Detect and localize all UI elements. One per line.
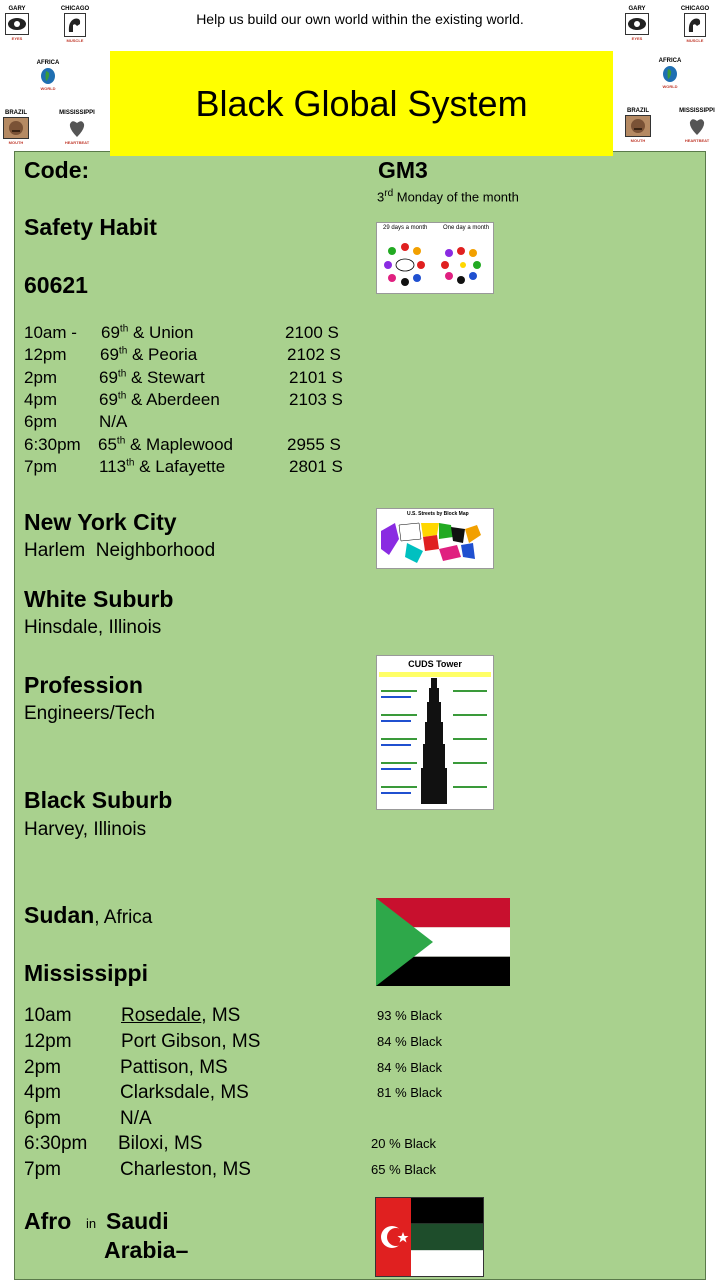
logo-cluster-left [0,0,110,150]
harvey-text: Harvey, Illinois [24,819,147,840]
time: 7pm [24,457,58,476]
time: 10am - [24,323,77,342]
black-percentage: 84 % Black [377,1060,443,1075]
hinsdale-text: Hinsdale, Illinois [24,617,162,638]
saudi-text: Saudi [106,1208,169,1234]
time: 7pm [24,1159,61,1180]
afro-text: Afro [24,1208,72,1234]
face-icon [3,117,29,139]
circles-diagram [377,223,493,293]
address-code: 2955 S [287,435,341,454]
circles-caption-b: One day a month [443,225,490,231]
time: 4pm [24,1082,61,1103]
nyc-heading: New York City [24,509,177,535]
black-percentage: 93 % Black [377,1008,443,1023]
eyes-icon [625,13,649,35]
circles-caption-a: 29 days a month [383,225,428,231]
time: 12pm [24,345,67,364]
globe-icon [662,65,678,83]
address-code: 2100 S [285,323,339,342]
time: 2pm [24,1057,61,1078]
address-code: 2101 S [289,368,343,387]
africa-logo: AFRICA WORLD [36,60,60,91]
muscle-icon [64,13,86,37]
eyes-icon [5,13,29,35]
time: 2pm [24,368,58,387]
black-percentage: 65 % Black [371,1162,437,1177]
harlem-text: Harlem Neighborhood [24,540,216,561]
engineers-text: Engineers/Tech [24,703,155,724]
heart-icon [687,115,707,137]
logo-cluster-right [618,0,720,150]
tower-diagram [377,656,493,809]
town: Rosedale, MS [121,1005,241,1026]
town: Biloxi, MS [118,1133,203,1154]
location: 69th & Union [101,323,194,342]
muscle-icon [684,13,706,37]
arabia-text: Arabia– [104,1237,189,1263]
safety-habit-heading: Safety Habit [24,214,157,240]
africa-logo: AFRICA WORLD [658,58,682,89]
town: N/A [120,1108,152,1129]
time: 6:30pm [24,435,81,454]
afro-arab-flag-image [375,1197,484,1277]
time: 12pm [24,1031,72,1052]
profession-heading: Profession [24,672,143,698]
white-suburb-heading: White Suburb [24,586,174,612]
sudan-heading: Sudan, Africa [24,902,153,928]
chicago-logo: CHICAGO MUSCLE [60,6,90,43]
schedule-note: 3rd Monday of the month [377,188,519,205]
time: 4pm [24,390,58,409]
address-code: 2801 S [289,457,343,476]
heart-icon [67,117,87,139]
time: 6pm [24,412,58,431]
us-map-image [376,508,494,569]
address-code: 2103 S [289,390,343,409]
gary-logo: GARY EYES [4,6,30,41]
cuds-tower-image [376,655,494,810]
map-caption: U.S. Streets by Block Map [407,511,469,517]
brazil-logo: BRAZIL MOUTH [5,110,27,145]
mississippi-heading: Mississippi [24,960,148,986]
town: Pattison, MS [120,1057,228,1078]
face-icon [625,115,651,137]
gary-logo: GARY EYES [624,6,650,41]
code-value: GM3 [378,157,428,183]
globe-icon [40,67,56,85]
location: 65th & Maplewood [98,435,233,454]
mississippi-logo: MISSISSIPPI HEARTBEAT [679,108,715,143]
in-text: in [86,1216,97,1231]
town: Charleston, MS [120,1159,251,1180]
black-percentage: 84 % Black [377,1034,443,1049]
black-percentage: 20 % Black [371,1136,437,1151]
black-suburb-heading: Black Suburb [24,787,173,813]
sudan-flag-image [376,898,510,986]
time: 6pm [24,1108,61,1129]
zip-code: 60621 [24,272,88,298]
black-percentage: 81 % Black [377,1085,443,1100]
mississippi-logo: MISSISSIPPI HEARTBEAT [59,110,95,145]
location: N/A [99,412,128,431]
chicago-logo: CHICAGO MUSCLE [680,6,710,43]
brazil-logo: BRAZIL MOUTH [627,108,649,143]
time: 10am [24,1005,72,1026]
page-title: Black Global System [110,51,613,156]
code-label: Code: [24,157,90,183]
location: 69th & Aberdeen [99,390,220,409]
town: Port Gibson, MS [121,1031,261,1052]
us-map [377,509,493,568]
location: 69th & Stewart [99,368,205,387]
tower-caption: CUDS Tower [408,659,462,669]
circles-diagram-image [376,222,494,294]
tagline: Help us build our own world within the existing world. [196,11,524,27]
location: 69th & Peoria [100,345,198,364]
address-code: 2102 S [287,345,341,364]
time: 6:30pm [24,1133,88,1154]
location: 113th & Lafayette [99,457,226,476]
town: Clarksdale, MS [120,1082,249,1103]
